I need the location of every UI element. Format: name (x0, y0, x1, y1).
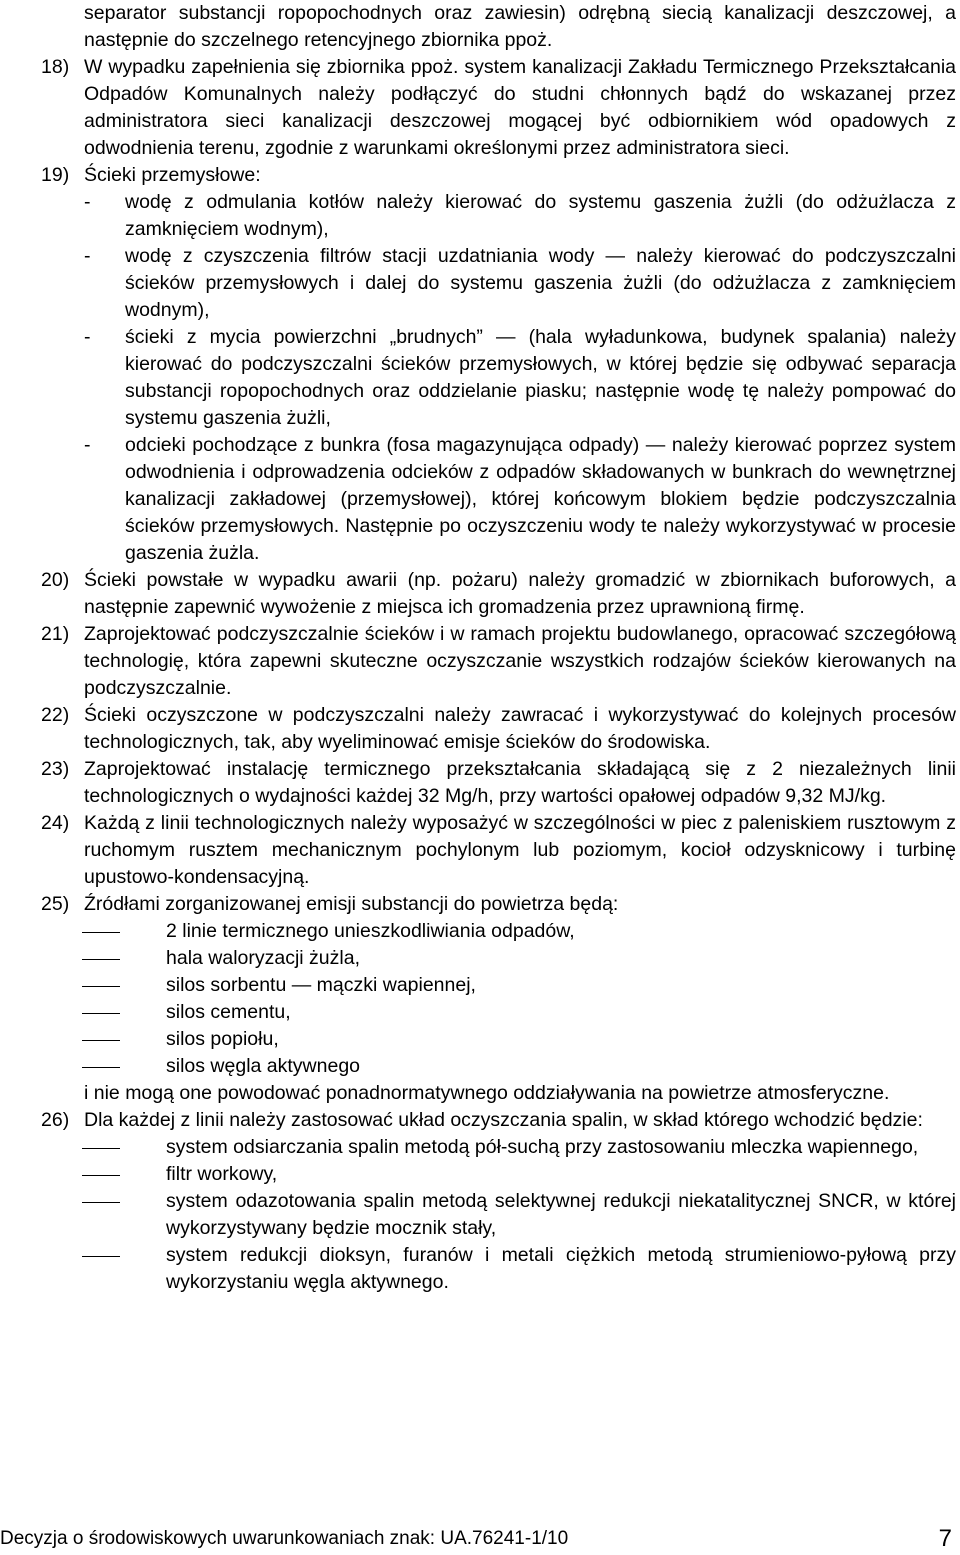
list-item-24 (41, 810, 956, 891)
dash-line-marker (82, 945, 166, 972)
emission-source-text: silos cementu, (166, 1001, 291, 1023)
dash-line-marker (82, 1161, 166, 1188)
continuation-paragraph: separator substancji ropopochodnych oraz zawiesin) odrębną siecią kanalizacji deszczowej, a następnie do szczelnego retencyjnego zbiornika ppoż. (84, 2, 956, 51)
dash-subitem (41, 432, 956, 567)
dash-subitem-text: ścieki z mycia powierzchni „brudnych” ― (hala wyładunkowa, budynek spalania) należy kierować do podczyszczalni ścieków przemysłowych, w której będzie się odbywać separacja substancji ropopochodnych oraz oddzielanie piasku; następnie wodę tę należy pompować do systemu gaszenia żużli, (125, 326, 956, 429)
dash-marker: - (84, 434, 91, 456)
dash-line-marker (82, 1026, 166, 1053)
list-item-25 (41, 891, 956, 918)
item-text: Ścieki przemysłowe: (84, 164, 261, 186)
item-number: 22) (41, 704, 70, 726)
list-item-20 (41, 567, 956, 621)
dash-marker: - (84, 191, 91, 213)
dash-line-marker (82, 918, 166, 945)
page-number: 7 (938, 1525, 952, 1552)
emission-source-text: 2 linie termicznego unieszkodliwiania odpadów, (166, 920, 575, 942)
emission-source-item (82, 1053, 956, 1080)
emission-source-item (82, 1026, 956, 1053)
item-number: 20) (41, 569, 70, 591)
emission-source-item (82, 972, 956, 999)
list-item-23 (41, 756, 956, 810)
item-number: 23) (41, 758, 70, 780)
item-number: 24) (41, 812, 70, 834)
item-number: 25) (41, 893, 70, 915)
page-footer (0, 1525, 960, 1555)
item-text: Zaprojektować instalację termicznego przekształcania składającą się z 2 niezależnych linii technologicznych o wydajności każdej 32 Mg/h, przy wartości opałowej odpadów 9,32 MJ/kg. (84, 758, 956, 807)
emission-source-text: hala waloryzacji żużla, (166, 947, 361, 969)
item-text: Ścieki oczyszczone w podczyszczalni należy zawracać i wykorzystywać do kolejnych procesów technologicznych, tak, aby wyeliminować emisje ścieków do środowiska. (84, 704, 956, 753)
document-page (41, 0, 956, 1296)
flue-gas-system-item (82, 1242, 956, 1296)
list-item-21 (41, 621, 956, 702)
flue-gas-system-item (82, 1134, 956, 1161)
flue-gas-system-text: system redukcji dioksyn, furanów i metali ciężkich metodą strumieniowo-pyłową przy wykorzystaniu węgla aktywnego. (166, 1244, 956, 1293)
flue-gas-system-text: filtr workowy, (166, 1163, 278, 1185)
item-text: Ścieki powstałe w wypadku awarii (np. pożaru) należy gromadzić w zbiornikach buforowych, a następnie zapewnić wywożenie z miejsca ich gromadzenia przez uprawnioną firmę. (84, 569, 956, 618)
item-text: Zaprojektować podczyszczalnie ścieków i w ramach projektu budowlanego, opracować szczegółową technologię, która zapewni skuteczne oczyszczanie wszystkich rodzajów ścieków kierowanych na podczyszczalnie. (84, 623, 956, 699)
dash-subitem-text: odcieki pochodzące z bunkra (fosa magazynująca odpady) ― należy kierować poprzez system odwodnienia i odprowadzenia odcieków z odpadów składowanych w bunkrach do wewnętrznej kanalizacji zakładowej (przemysłowej), której końcowym blokiem będzie podczyszczalnia ścieków przemysłowych. Następnie po oczyszczeniu wody te należy wykorzystywać w procesie gaszenia żużla. (125, 434, 956, 564)
dash-line-marker (82, 1242, 166, 1269)
list-item-26 (41, 1107, 956, 1134)
item-number: 18) (41, 56, 70, 78)
decision-reference: Decyzja o środowiskowych uwarunkowaniach znak: UA.76241-1/10 (0, 1528, 569, 1549)
list-item-22 (41, 702, 956, 756)
emission-source-item (82, 999, 956, 1026)
dash-line-marker (82, 999, 166, 1026)
emission-source-item (82, 918, 956, 945)
flue-gas-system-item (82, 1188, 956, 1242)
item-number: 21) (41, 623, 70, 645)
dash-line-marker (82, 1053, 166, 1080)
emission-source-text: silos popiołu, (166, 1028, 279, 1050)
emission-source-text: silos sorbentu ― mączki wapiennej, (166, 974, 476, 996)
dash-line-marker (82, 972, 166, 999)
list-item-18 (41, 54, 956, 162)
emission-source-item (82, 945, 956, 972)
item-text: Źródłami zorganizowanej emisji substancji do powietrza będą: (84, 893, 619, 915)
flue-gas-system-text: system odsiarczania spalin metodą pół-suchą przy zastosowaniu mleczka wapiennego, (166, 1136, 919, 1158)
dash-line-marker (82, 1134, 166, 1161)
item-number: 26) (41, 1109, 70, 1131)
dash-subitem-text: wodę z czyszczenia filtrów stacji uzdatniania wody ― należy kierować do podczyszczalni ścieków przemysłowych i dalej do systemu gaszenia żużli (do odżużlacza z zamknięciem wodnym), (125, 245, 956, 321)
dash-subitem (41, 243, 956, 324)
flue-gas-system-text: system odazotowania spalin metodą selektywnej redukcji niekatalitycznej SNCR, w której wykorzystywany będzie mocznik stały, (166, 1190, 956, 1239)
item-text: W wypadku zapełnienia się zbiornika ppoż. system kanalizacji Zakładu Termicznego Przekształcania Odpadów Komunalnych należy podłączyć do studni chłonnych bądź do wskazanej przez administratora sieci kanalizacji deszczowej mogącej być odbiornikiem wód opadowych z odwodnienia terenu, zgodnie z warunkami określonymi przez administratora sieci. (84, 56, 956, 159)
flue-gas-system-item (82, 1161, 956, 1188)
item-text: Dla każdej z linii należy zastosować układ oczyszczania spalin, w skład którego wchodzić będzie: (84, 1109, 923, 1131)
item-number: 19) (41, 164, 70, 186)
item-25-closing-text: i nie mogą one powodować ponadnormatywnego oddziaływania na powietrze atmosferyczne. (84, 1082, 890, 1104)
list-item-19 (41, 162, 956, 189)
emission-source-text: silos węgla aktywnego (166, 1055, 361, 1077)
dash-subitem-text: wodę z odmulania kotłów należy kierować do systemu gaszenia żużli (do odżużlacza z zamknięciem wodnym), (125, 191, 956, 240)
dash-marker: - (84, 245, 91, 267)
dash-line-marker (82, 1188, 166, 1215)
item-text: Każdą z linii technologicznych należy wyposażyć w szczególności w piec z paleniskiem rusztowym z ruchomym rusztem mechanicznym pochylonym lub poziomym, kocioł odzysknicowy i turbinę upustowo-kondensacyjną. (84, 812, 956, 888)
dash-subitem (41, 324, 956, 432)
dash-subitem (41, 189, 956, 243)
dash-marker: - (84, 326, 91, 348)
